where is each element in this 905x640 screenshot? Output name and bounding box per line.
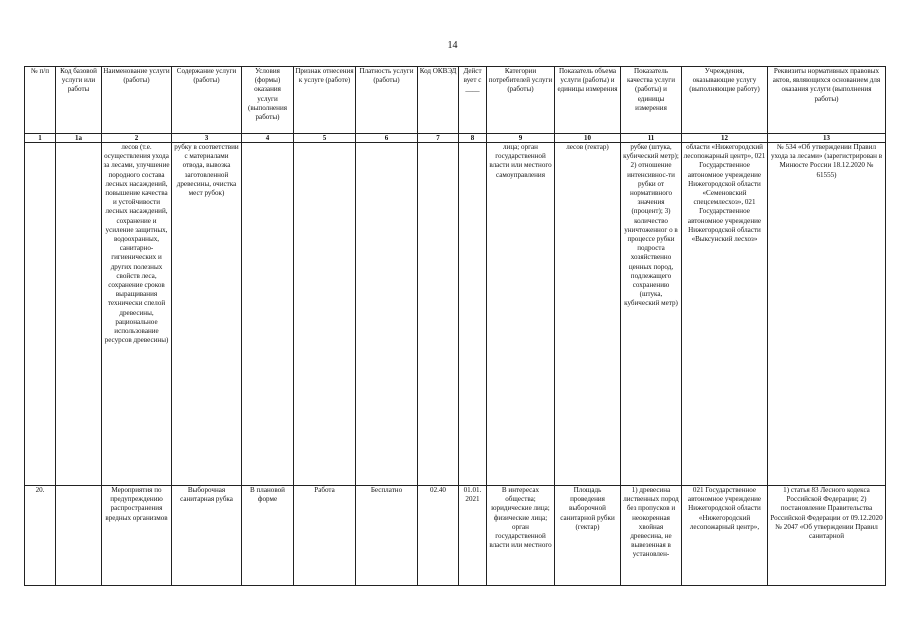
table-cell: Работа xyxy=(294,486,356,586)
page-number: 14 xyxy=(447,40,458,51)
table-cell xyxy=(25,143,56,486)
table-cell xyxy=(294,143,356,486)
table-cell: 021 Государственное автономное учреждение Нижегородской области «Нижегородский лесопожарный центр», xyxy=(682,486,768,586)
column-number: 12 xyxy=(682,134,768,143)
column-number: 13 xyxy=(768,134,886,143)
header-cell: Платность услуги (работы) xyxy=(356,67,418,134)
header-cell: Показатель качества услуги (работы) и единицы измерения xyxy=(621,67,682,134)
table-cell: Мероприятия по предупреждению распространения вредных организмов xyxy=(102,486,172,586)
table-cell xyxy=(418,143,459,486)
table-cell: 02.40 xyxy=(418,486,459,586)
table-cell: В плановой форме xyxy=(242,486,294,586)
column-number: 7 xyxy=(418,134,459,143)
table-cell: Бесплатно xyxy=(356,486,418,586)
table-cell: лица; орган государственной власти или местного самоуправления xyxy=(487,143,555,486)
column-number: 9 xyxy=(487,134,555,143)
table-cell xyxy=(356,143,418,486)
header-cell: Условия (формы) оказания услуги (выполнения работы) xyxy=(242,67,294,134)
table-cell xyxy=(242,143,294,486)
column-number: 3 xyxy=(172,134,242,143)
header-cell: Категории потребителей услуги (работы) xyxy=(487,67,555,134)
table-cell: 20. xyxy=(25,486,56,586)
column-number: 1 xyxy=(25,134,56,143)
header-cell: Наименование услуги (работы) xyxy=(102,67,172,134)
table-row xyxy=(25,143,886,486)
table-cell: рубку в соответствии с материалами отвода, вывозка заготовленной древесины, очистка мест рубок) xyxy=(172,143,242,486)
column-number: 10 xyxy=(555,134,621,143)
table-cell: 1) древесина лиственных пород без пропусков и неокоренная хвойная древесина, не вывезенная в установлен- xyxy=(621,486,682,586)
header-cell: № п/п xyxy=(25,67,56,134)
table-cell: лесов (т.е. осуществления ухода за лесами, улучшение породного состава лесных насаждений, повышение качества и устойчивости лесных насаждений, сохранение и усиление защитных, водоохранных, санитарно-гигиенических и других полезных свойств леса, сохранение сроков выращивания технически спелой древесины, рациональное использование ресурсов древесины) xyxy=(102,143,172,486)
column-number: 11 xyxy=(621,134,682,143)
table-cell: области «Нижегородский лесопожарный центр», 021 Государственное автономное учреждение Нижегородской области «Семеновский спецсемлесхоз», 021 Государственное автономное учреждение Нижегородской области «Выксунский лесхоз» xyxy=(682,143,768,486)
table-cell: 01.01. 2021 xyxy=(459,486,487,586)
column-number: 8 xyxy=(459,134,487,143)
header-cell: Показатель объема услуги (работы) и единицы измерения xyxy=(555,67,621,134)
table-cell: № 534 «Об утверждении Правил ухода за лесами» (зарегистрирован в Минюсте России 18.12.2020 № 61555) xyxy=(768,143,886,486)
table-cell: 1) статья 83 Лесного кодекса Российской Федерации; 2) постановление Правительства Российской Федерации от 09.12.2020 № 2047 «Об утверждении Правил санитарной xyxy=(768,486,886,586)
column-number: 5 xyxy=(294,134,356,143)
header-cell: Код базовой услуги или работы xyxy=(56,67,102,134)
column-number: 4 xyxy=(242,134,294,143)
table-cell: рубке (штука, кубический метр); 2) отношение интенсивнос-ти рубки от нормативного значения (процент); 3) количество уничтоженног о в процессе рубки подроста хозяйственно ценных пород, подлежащего сохранению (штука, кубический метр) xyxy=(621,143,682,486)
header-cell: Учреждения, оказывающие услугу (выполняющие работу) xyxy=(682,67,768,134)
table-cell xyxy=(56,143,102,486)
header-cell: Признак отнесения к услуге (работе) xyxy=(294,67,356,134)
services-register-table xyxy=(24,66,886,586)
header-cell: Дейст вует с ____ xyxy=(459,67,487,134)
header-cell: Код ОКВЭД xyxy=(418,67,459,134)
table-cell: В интересах общества; юридические лица; физические лица; орган государственной власти или местного xyxy=(487,486,555,586)
header-cell: Реквизиты нормативных правовых актов, являющихся основанием для оказания услуги (выполнения работы) xyxy=(768,67,886,134)
table-cell: лесов (гектар) xyxy=(555,143,621,486)
header-row xyxy=(25,67,886,134)
table-cell xyxy=(56,486,102,586)
table-cell xyxy=(459,143,487,486)
column-number-row xyxy=(25,134,886,143)
header-cell: Содержание услуги (работы) xyxy=(172,67,242,134)
table-cell: Площадь проведения выборочной санитарной рубки (гектар) xyxy=(555,486,621,586)
column-number: 6 xyxy=(356,134,418,143)
column-number: 2 xyxy=(102,134,172,143)
column-number: 1а xyxy=(56,134,102,143)
table-row xyxy=(25,486,886,586)
table-cell: Выборочная санитарная рубка xyxy=(172,486,242,586)
